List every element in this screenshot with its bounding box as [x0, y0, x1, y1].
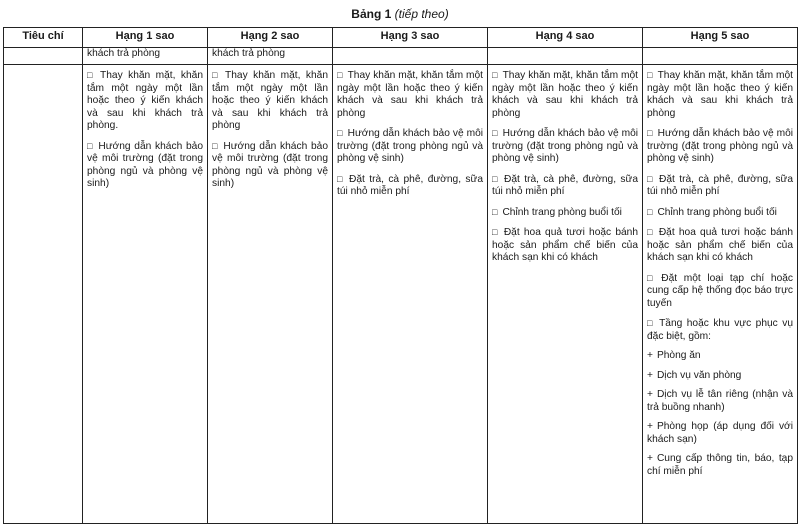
- list-item: □ Hướng dẫn khách bảo vệ môi trường (đặt trong phòng ngủ và phòng vệ sinh): [87, 140, 203, 191]
- list-item: □ Chỉnh trang phòng buổi tối: [492, 206, 638, 220]
- header-4-star: Hạng 4 sao: [488, 28, 643, 48]
- table-caption: [0, 7, 800, 21]
- sub-list-item: + Dịch vụ văn phòng: [647, 370, 793, 383]
- list-item: □ Hướng dẫn khách bảo vệ môi trường (đặt trong phòng ngủ và phòng vệ sinh): [212, 140, 328, 191]
- list-item: □ Thay khăn mặt, khăn tắm một ngày một lần hoặc theo ý kiến khách và sau khi khách trả phòng: [337, 69, 483, 120]
- list-item: □ Thay khăn mặt, khăn tắm một ngày một lần hoặc theo ý kiến khách và sau khi khách trả phòng: [212, 69, 328, 133]
- sub-list-item: + Phòng ăn: [647, 350, 793, 363]
- sub-list-item: + Dịch vụ lễ tân riêng (nhận và trả buồng nhanh): [647, 389, 793, 414]
- cell-5-star: [643, 65, 798, 524]
- list-item: □ Thay khăn mặt, khăn tắm một ngày một lần hoặc theo ý kiến khách và sau khi khách trả phòng: [647, 69, 793, 120]
- cell-3-star: [333, 65, 488, 524]
- star-rating-table: [3, 27, 798, 524]
- list-item: □ Đặt trà, cà phê, đường, sữa túi nhỏ miễn phí: [492, 173, 638, 199]
- header-5-star: Hạng 5 sao: [643, 28, 798, 48]
- list-item: □ Hướng dẫn khách bảo vệ môi trường (đặt trong phòng ngủ và phòng vệ sinh): [492, 127, 638, 166]
- sub-list-item: + Cung cấp thông tin, báo, tạp chí miễn phí: [647, 453, 793, 478]
- cell-4-star: [488, 65, 643, 524]
- cont-cell: [488, 48, 643, 65]
- caption-title: Bảng 1: [351, 7, 392, 21]
- header-2-star: Hạng 2 sao: [208, 28, 333, 48]
- cont-cell: khách trả phòng: [83, 48, 208, 65]
- list-item: □ Thay khăn mặt, khăn tắm một ngày một lần hoặc theo ý kiến khách và sau khi khách trả phòng: [492, 69, 638, 120]
- list-item: □ Đặt hoa quả tươi hoặc bánh hoặc sản phẩm chế biến của khách sạn khi có khách: [647, 226, 793, 265]
- list-item: □ Hướng dẫn khách bảo vệ môi trường (đặt trong phòng ngủ và phòng vệ sinh): [337, 127, 483, 166]
- cont-cell: [333, 48, 488, 65]
- list-item: □ Đặt trà, cà phê, đường, sữa túi nhỏ miễn phí: [647, 173, 793, 199]
- list-item: □ Đặt một loại tạp chí hoặc cung cấp hệ thống đọc báo trực tuyến: [647, 272, 793, 311]
- cell-1-star: [83, 65, 208, 524]
- cell-2-star: [208, 65, 333, 524]
- list-item: □ Đặt hoa quả tươi hoặc bánh hoặc sản phẩm chế biến của khách sạn khi có khách: [492, 226, 638, 265]
- list-item: □ Đặt trà, cà phê, đường, sữa túi nhỏ miễn phí: [337, 173, 483, 199]
- caption-note: (tiếp theo): [394, 7, 449, 21]
- list-item: □ Tầng hoặc khu vực phục vụ đặc biệt, gồm:: [647, 317, 793, 343]
- list-item: □ Thay khăn mặt, khăn tắm một ngày một lần hoặc theo ý kiến khách và sau khi khách trả phòng.: [87, 69, 203, 133]
- cont-cell: khách trả phòng: [208, 48, 333, 65]
- main-row: [4, 65, 798, 524]
- continuation-row: [4, 48, 798, 65]
- header-criteria: Tiêu chí: [4, 28, 83, 48]
- cont-cell: [643, 48, 798, 65]
- header-row: [4, 28, 798, 48]
- sub-list-item: + Phòng họp (áp dụng đối với khách sạn): [647, 421, 793, 446]
- list-item: □ Hướng dẫn khách bảo vệ môi trường (đặt trong phòng ngủ và phòng vệ sinh): [647, 127, 793, 166]
- list-item: □ Chỉnh trang phòng buổi tối: [647, 206, 793, 220]
- header-3-star: Hạng 3 sao: [333, 28, 488, 48]
- header-1-star: Hạng 1 sao: [83, 28, 208, 48]
- criteria-cell: [4, 65, 83, 524]
- cont-cell: [4, 48, 83, 65]
